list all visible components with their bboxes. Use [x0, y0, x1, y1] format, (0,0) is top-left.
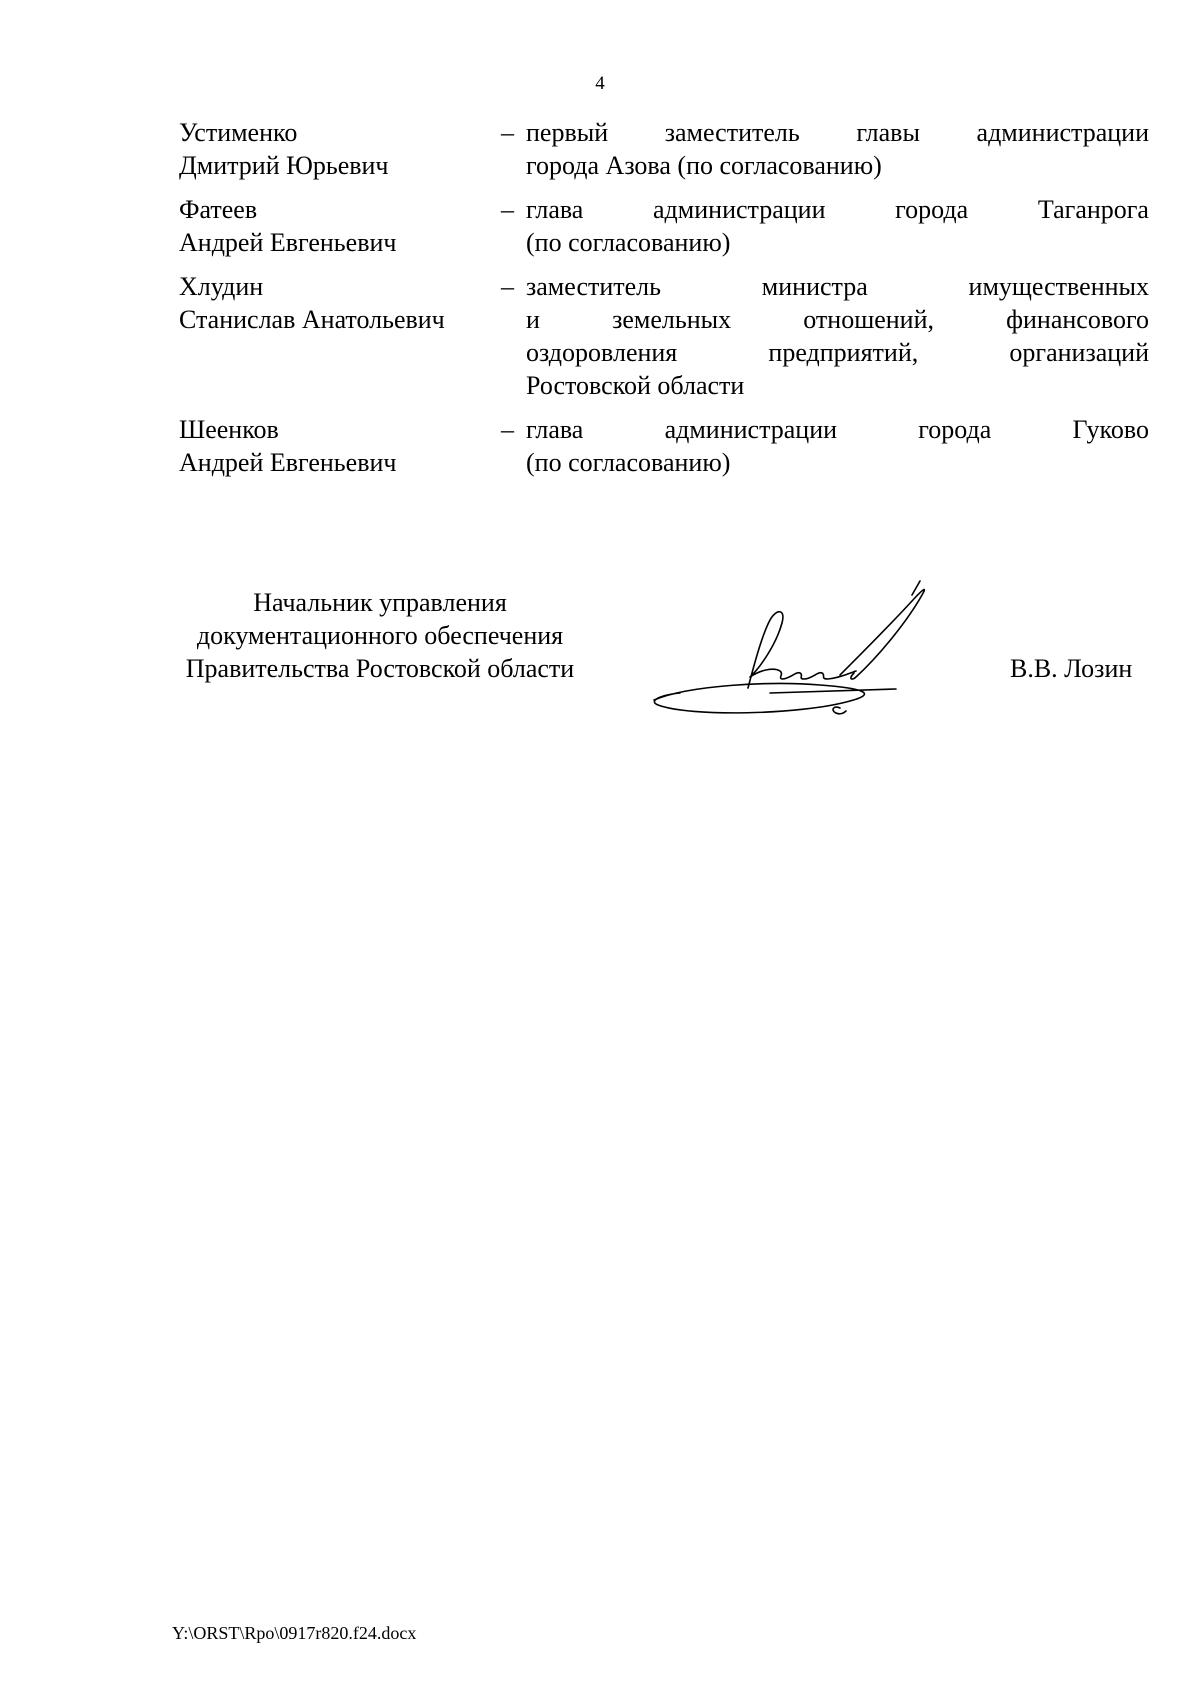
description-word: министра [761, 272, 868, 301]
description-word: администрации [976, 118, 1149, 147]
description-word: имущественных [968, 272, 1149, 301]
member-name [179, 270, 489, 402]
description-word: главы [856, 118, 920, 147]
member-dash: – [501, 195, 514, 224]
page-number: 4 [595, 73, 605, 94]
member-row [179, 193, 1149, 259]
description-word: заместитель [664, 118, 800, 147]
description-line [526, 116, 1149, 149]
description-word: (по согласованию) [526, 448, 731, 477]
description-word: организаций [1009, 338, 1149, 367]
member-given-names: Андрей Евгеньевич [179, 228, 397, 257]
description-line [526, 336, 1149, 369]
members-list [179, 116, 1149, 490]
description-word: города [895, 195, 969, 224]
member-surname: Фатеев [179, 195, 258, 224]
signatory-position [170, 586, 590, 685]
description-word: и [526, 305, 540, 334]
description-line [526, 193, 1149, 226]
description-word: Таганрога [1037, 195, 1149, 224]
description-word: первый [526, 118, 609, 147]
signer-name: В.В. Лозин [1010, 654, 1133, 683]
member-description [526, 116, 1149, 182]
description-word: Гуково [1072, 415, 1149, 444]
description-word: глава [526, 415, 584, 444]
member-dash: – [501, 118, 514, 147]
member-given-names: Станислав Анатольевич [179, 305, 445, 334]
description-line [526, 413, 1149, 446]
description-word: Ростовской области [526, 371, 745, 400]
member-surname: Шеенков [179, 415, 279, 444]
description-line [526, 226, 1149, 259]
description-word: отношений, [803, 305, 935, 334]
description-word: финансового [1006, 305, 1149, 334]
file-path: Y:\ORST\Rpo\0917r820.f24.docx [172, 1623, 417, 1643]
member-surname: Хлудин [179, 272, 264, 301]
description-line [526, 369, 1149, 402]
position-line: Начальник управления [253, 588, 507, 617]
member-surname: Устименко [179, 118, 298, 147]
description-word: глава [526, 195, 584, 224]
description-word: (по согласованию) [526, 228, 731, 257]
member-description [526, 270, 1149, 402]
description-word: земельных [612, 305, 732, 334]
description-line [526, 270, 1149, 303]
description-word: города Азова (по согласованию) [526, 151, 882, 180]
member-given-names: Андрей Евгеньевич [179, 448, 397, 477]
description-line [526, 446, 1149, 479]
description-word: администрации [653, 195, 826, 224]
description-line [526, 303, 1149, 336]
member-description [526, 193, 1149, 259]
handwritten-signature [650, 575, 990, 725]
description-word: предприятий, [768, 338, 919, 367]
member-row [179, 116, 1149, 182]
member-dash: – [501, 415, 514, 444]
member-row [179, 413, 1149, 479]
description-line [526, 149, 1149, 182]
position-line: Правительства Ростовской области [185, 654, 575, 683]
member-description [526, 413, 1149, 479]
member-name [179, 413, 489, 479]
member-row [179, 270, 1149, 402]
description-word: администрации [664, 415, 838, 444]
member-given-names: Дмитрий Юрьевич [179, 151, 389, 180]
description-word: заместитель [526, 272, 662, 301]
description-word: города [918, 415, 992, 444]
member-name [179, 193, 489, 259]
position-line: документационного обеспечения [196, 621, 564, 650]
member-dash: – [501, 272, 514, 301]
member-name [179, 116, 489, 182]
description-word: оздоровления [526, 338, 678, 367]
